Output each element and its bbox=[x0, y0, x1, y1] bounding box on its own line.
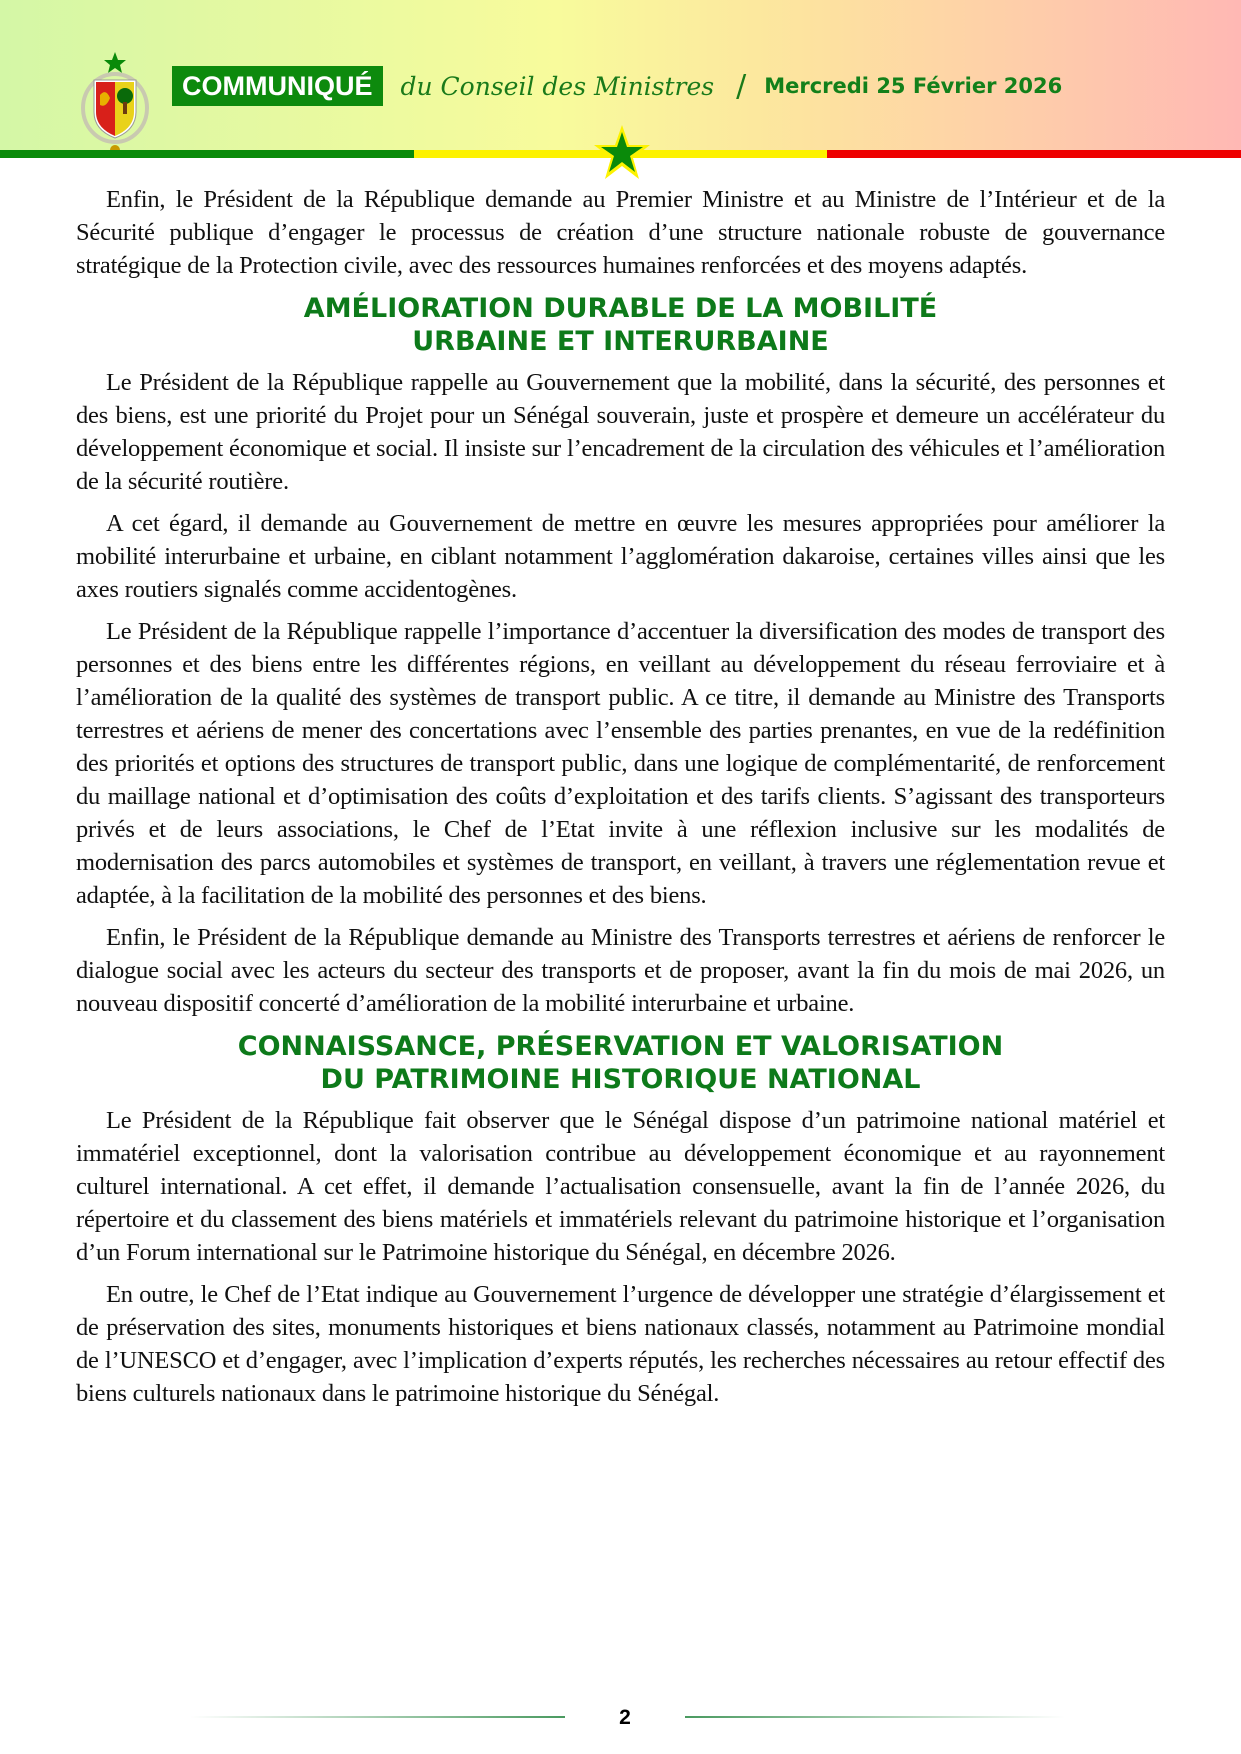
footer-rule-left bbox=[190, 1716, 565, 1718]
communique-badge: COMMUNIQUÉ bbox=[172, 66, 383, 106]
date-label: Mercredi 25 Février 2026 bbox=[764, 74, 1063, 98]
paragraph: Le Président de la République rappelle l’importance d’accentuer la diversification des modes de transport des personnes et des biens entre les différentes régions, en veillant au développement du réseau ferroviaire et à l’amélioration de la qualité des systèmes de transport public. A ce titre, il demande au Ministre des Transports terrestres et aériens de mener des concertations avec l’ensemble des parties prenantes, en vue de la redéfinition des priorités et options des structures de transport public, dans une logique de complémentarité, de renforcement du maillage national et d’optimisation des coûts d’exploitation et des tarifs clients. S’agissant des transporteurs privés et de leurs associations, le Chef de l’Etat invite à une réflexion inclusive sur les modalités de modernisation des parcs automobiles et systèmes de transport, en veillant, à travers une réglementation revue et adaptée, à la facilitation de la mobilité des personnes et des biens. bbox=[76, 618, 1165, 909]
page-footer bbox=[0, 1706, 1241, 1730]
coat-of-arms-icon bbox=[80, 50, 150, 160]
script-title: du Conseil des Ministres bbox=[400, 71, 715, 101]
star-icon bbox=[593, 124, 651, 182]
header-title-row bbox=[172, 66, 1062, 106]
paragraph: Le Président de la République fait observer que le Sénégal dispose d’un patrimoine national matériel et immatériel exceptionnel, dont la valorisation contribue au développement économique et au rayonnement culturel international. A cet effet, il demande l’actualisation consensuelle, avant la fin de l’année 2026, du répertoire et du classement des biens matériels et immatériels relevant du patrimoine historique et l’organisation d’un Forum international sur le Patrimoine historique du Sénégal, en décembre 2026. bbox=[76, 1107, 1165, 1266]
paragraph: En outre, le Chef de l’Etat indique au Gouvernement l’urgence de développer une stratégie d’élargissement et de préservation des sites, monuments historiques et biens nationaux classés, notamment au Patrimoine mondial de l’UNESCO et d’engager, avec l’implication d’experts réputés, les recherches nécessaires au retour effectif des biens culturels nationaux dans le patrimoine historique du Sénégal. bbox=[76, 1281, 1165, 1407]
paragraph: Enfin, le Président de la République demande au Premier Ministre et au Ministre de l’Intérieur et de la Sécurité publique d’engager le processus de création d’une structure nationale robuste de gouvernance stratégique de la Protection civile, avec des ressources humaines renforcées et des moyens adaptés. bbox=[76, 186, 1165, 279]
page-number: 2 bbox=[619, 1706, 631, 1729]
title-separator: / bbox=[736, 68, 747, 104]
section-heading-line: AMÉLIORATION DURABLE DE LA MOBILITÉ bbox=[303, 293, 938, 324]
paragraph: Enfin, le Président de la République demande au Ministre des Transports terrestres et aériens de renforcer le dialogue social avec les acteurs du secteur des transports et de proposer, avant la fin du mois de mai 2026, un nouveau dispositif concerté d’amélioration de la mobilité interurbaine et urbaine. bbox=[76, 924, 1165, 1017]
paragraph: Le Président de la République rappelle au Gouvernement que la mobilité, dans la sécurité, des personnes et des biens, est une priorité du Projet pour un Sénégal souverain, juste et prospère et demeure un accélérateur du développement économique et social. Il insiste sur l’encadrement de la circulation des véhicules et l’amélioration de la sécurité routière. bbox=[76, 369, 1165, 495]
flag-stripe-red bbox=[827, 150, 1241, 158]
section-heading-line: URBAINE ET INTERURBAINE bbox=[412, 326, 829, 357]
section-heading-line: DU PATRIMOINE HISTORIQUE NATIONAL bbox=[320, 1064, 921, 1095]
flag-stripe-green bbox=[0, 150, 414, 158]
footer-rule-right bbox=[685, 1716, 1065, 1718]
section-heading bbox=[76, 1030, 1165, 1096]
paragraph: A cet égard, il demande au Gouvernement de mettre en œuvre les mesures appropriées pour améliorer la mobilité interurbaine et urbaine, en ciblant notamment l’agglomération dakaroise, certaines villes ainsi que les axes routiers signalés comme accidentogènes. bbox=[76, 510, 1165, 603]
section-heading bbox=[76, 292, 1165, 358]
document-body bbox=[76, 183, 1165, 1419]
section-heading-line: CONNAISSANCE, PRÉSERVATION ET VALORISATION bbox=[237, 1031, 1004, 1062]
